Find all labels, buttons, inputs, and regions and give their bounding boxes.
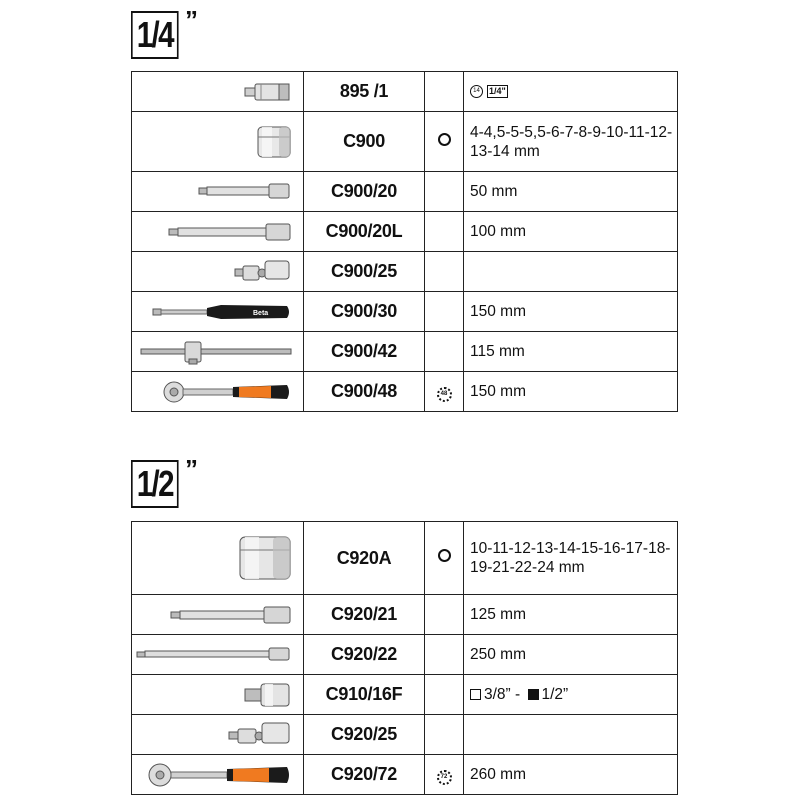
tool-image-cell [132,72,304,112]
part-description: 260 mm [464,755,678,795]
long-extension-bar-icon [135,646,293,662]
universal-joint-icon [233,257,293,287]
quarter-inch-parts-table [131,71,678,412]
part-code: C900 [304,112,425,172]
symbol-cell [425,252,464,292]
ratchet-teeth-icon: 72 [437,770,452,785]
ratchet-teeth-icon: 48 [437,387,452,402]
table-row [132,332,678,372]
symbol-cell [425,675,464,715]
tool-image-cell [132,635,304,675]
symbol-cell [425,112,464,172]
symbol-cell [425,635,464,675]
part-code: C920A [304,522,425,595]
ratchet-icon [161,379,293,405]
adapter-input-size: 3/8” [484,686,511,703]
table-row [132,715,678,755]
socket-icon [255,125,293,159]
part-description [464,715,678,755]
part-code: C920/72 [304,755,425,795]
symbol-cell [425,715,464,755]
symbol-cell [425,755,464,795]
table-row [132,675,678,715]
tool-image-cell [132,332,304,372]
table-row [132,522,678,595]
table-row [132,72,678,112]
part-description: 10-11-12-13-14-15-16-17-18-19-21-22-24 mm [464,522,678,595]
part-description: 250 mm [464,635,678,675]
square-outline-icon [470,689,481,700]
part-description: 125 mm [464,595,678,635]
table-row [132,292,678,332]
part-description: 100 mm [464,212,678,252]
part-description: 150 mm [464,372,678,412]
inch-mark: ” [185,5,196,35]
sliding-t-bar-icon [139,339,293,365]
drive-size-label: 1/4 [131,11,179,59]
part-description [464,675,678,715]
square-filled-icon [528,689,539,700]
bit-holder-icon [243,81,293,103]
section-half-heading [131,454,196,508]
symbol-cell [425,172,464,212]
part-description: 150 mm [464,292,678,332]
symbol-cell [425,595,464,635]
table-row [132,755,678,795]
socket-symbol-icon [438,133,451,146]
table-row [132,252,678,292]
part-code: C900/48 [304,372,425,412]
part-code: C900/42 [304,332,425,372]
part-description: 50 mm [464,172,678,212]
universal-joint-icon [227,719,293,751]
inch-mark: ” [185,454,196,484]
tool-image-cell [132,252,304,292]
socket-symbol-icon [438,549,451,562]
long-extension-bar-icon [167,222,293,242]
socket-icon [237,534,293,582]
part-description: 115 mm [464,332,678,372]
part-code: C920/21 [304,595,425,635]
extension-bar-icon [197,182,293,200]
part-code: C900/20L [304,212,425,252]
symbol-cell [425,372,464,412]
section-quarter-heading [131,5,196,59]
drive-size-label: 1/2 [131,460,179,508]
ratchet-icon [145,761,293,789]
tool-image-cell [132,372,304,412]
table-row [132,172,678,212]
part-description [464,252,678,292]
extension-bar-icon [169,605,293,625]
part-code: C900/30 [304,292,425,332]
symbol-cell [425,212,464,252]
tool-image-cell [132,715,304,755]
mini-circle-icon: 14 [470,85,483,98]
part-code: C920/22 [304,635,425,675]
symbol-cell [425,332,464,372]
part-description: 4-4,5-5-5,5-6-7-8-9-10-11-12-13-14 mm [464,112,678,172]
symbol-cell [425,522,464,595]
part-code: C920/25 [304,715,425,755]
brand-text: Beta [253,309,269,317]
tool-image-cell [132,172,304,212]
symbol-cell [425,292,464,332]
part-code: C900/20 [304,172,425,212]
table-row [132,112,678,172]
table-row [132,372,678,412]
part-code: C900/25 [304,252,425,292]
tool-image-cell [132,595,304,635]
part-description [464,72,678,112]
tool-image-cell [132,292,304,332]
adapter-icon [243,681,293,709]
part-code: C910/16F [304,675,425,715]
part-code: 895 /1 [304,72,425,112]
tool-image-cell [132,212,304,252]
symbol-cell [425,72,464,112]
spinner-handle-icon [151,301,293,323]
tool-image-cell [132,112,304,172]
table-row [132,635,678,675]
adapter-separator: - [510,686,525,703]
mini-drive-box-icon: 1/4" [489,86,506,97]
tool-image-cell [132,755,304,795]
table-row [132,212,678,252]
half-inch-parts-table [131,521,678,795]
tool-image-cell [132,522,304,595]
tool-image-cell [132,675,304,715]
adapter-output-size: 1/2” [541,686,569,703]
table-row [132,595,678,635]
